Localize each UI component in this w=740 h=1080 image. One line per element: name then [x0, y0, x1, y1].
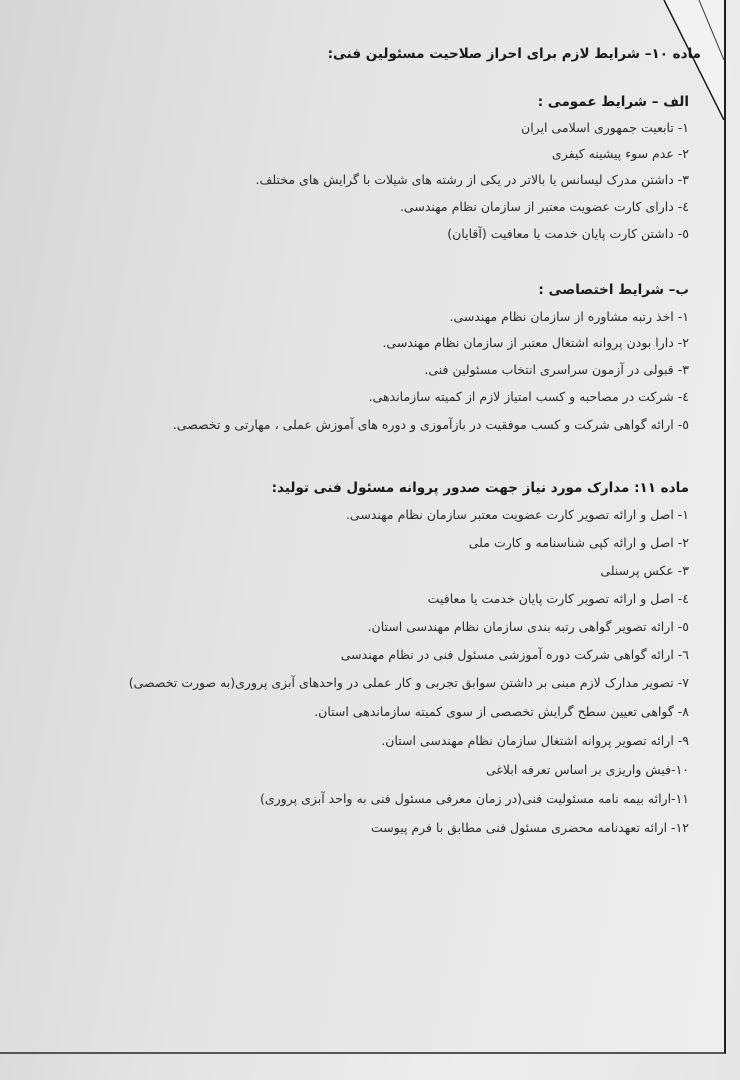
- list-item: ۲- عدم سوء پیشینه کیفری: [551, 146, 689, 161]
- list-item: ٥- ارائه گواهی شرکت و کسب موفقیت در بازآموزی و دوره های آموزش عملی ، مهارتی و تخصصی.: [172, 417, 689, 432]
- special-conditions-heading: ب– شرایط اختصاصی :: [538, 282, 689, 298]
- list-item: ٤- دارای کارت عضویت معتبر از سازمان نظام مهندسی.: [399, 199, 689, 214]
- general-conditions-heading: الف – شرایط عمومی :: [537, 94, 689, 110]
- list-item: ۸- گواهی تعیین سطح گرایش تخصصی از سوی کمیته سازماندهی استان.: [314, 704, 689, 719]
- list-item: ۱- اخذ رتبه مشاوره از سازمان نظام مهندسی.: [449, 309, 689, 324]
- list-item: ۱۲- ارائه تعهدنامه محضری مسئول فنی مطابق با فرم پیوست: [370, 820, 689, 835]
- list-item: ۱- تابعیت جمهوری اسلامی ایران: [521, 120, 689, 135]
- list-item: ۲- اصل و ارائه کپی شناسنامه و کارت ملی: [468, 535, 689, 550]
- list-item: ۱۱-ارائه بیمه نامه مسئولیت فنی(در زمان معرفی مسئول فنی به واحد آبزی پروری): [259, 791, 689, 806]
- list-item: ٥- ارائه تصویر گواهی رتبه بندی سازمان نظام مهندسی استان.: [367, 619, 689, 634]
- list-item: ٦- ارائه گواهی شرکت دوره آموزشی مسئول فنی در نظام مهندسی: [340, 647, 689, 662]
- list-item: ۳- عکس پرسنلی: [600, 563, 689, 578]
- article-11-title: ماده ۱۱: مدارک مورد نیاز جهت صدور پروانه مسئول فنی تولید:: [271, 480, 689, 496]
- list-item: ٥- داشتن کارت پایان خدمت یا معافیت (آقایان): [447, 226, 689, 241]
- list-item: ۲- دارا بودن پروانه اشتغال معتبر از سازمان نظام مهندسی.: [382, 335, 689, 350]
- list-item: ۱۰-فیش واریزی بر اساس تعرفه ابلاغی: [485, 762, 689, 777]
- list-item: ٤- شرکت در مصاحبه و کسب امتیاز لازم از کمیته سازماندهی.: [368, 389, 689, 404]
- list-item: ۷- تصویر مدارک لازم مبنی بر داشتن سوابق تجربی و کار عملی در واحدهای آبزی پروری(به صورت تخصصی): [128, 675, 689, 690]
- list-item: ۱- اصل و ارائه تصویر کارت عضویت معتبر سازمان نظام مهندسی.: [345, 507, 689, 522]
- list-item: ۳- داشتن مدرک لیسانس یا بالاتر در یکی از رشته های شیلات با گرایش های مختلف.: [255, 172, 689, 187]
- list-item: ۹- ارائه تصویر پروانه اشتغال سازمان نظام مهندسی استان.: [381, 733, 689, 748]
- list-item: ٤- اصل و ارائه تصویر کارت پایان خدمت یا معافیت: [427, 591, 689, 606]
- article-10-title: ماده ۱۰– شرایط لازم برای احراز صلاحیت مسئولین فنی:: [327, 46, 701, 62]
- list-item: ۳- قبولی در آزمون سراسری انتخاب مسئولین فنی.: [424, 362, 689, 377]
